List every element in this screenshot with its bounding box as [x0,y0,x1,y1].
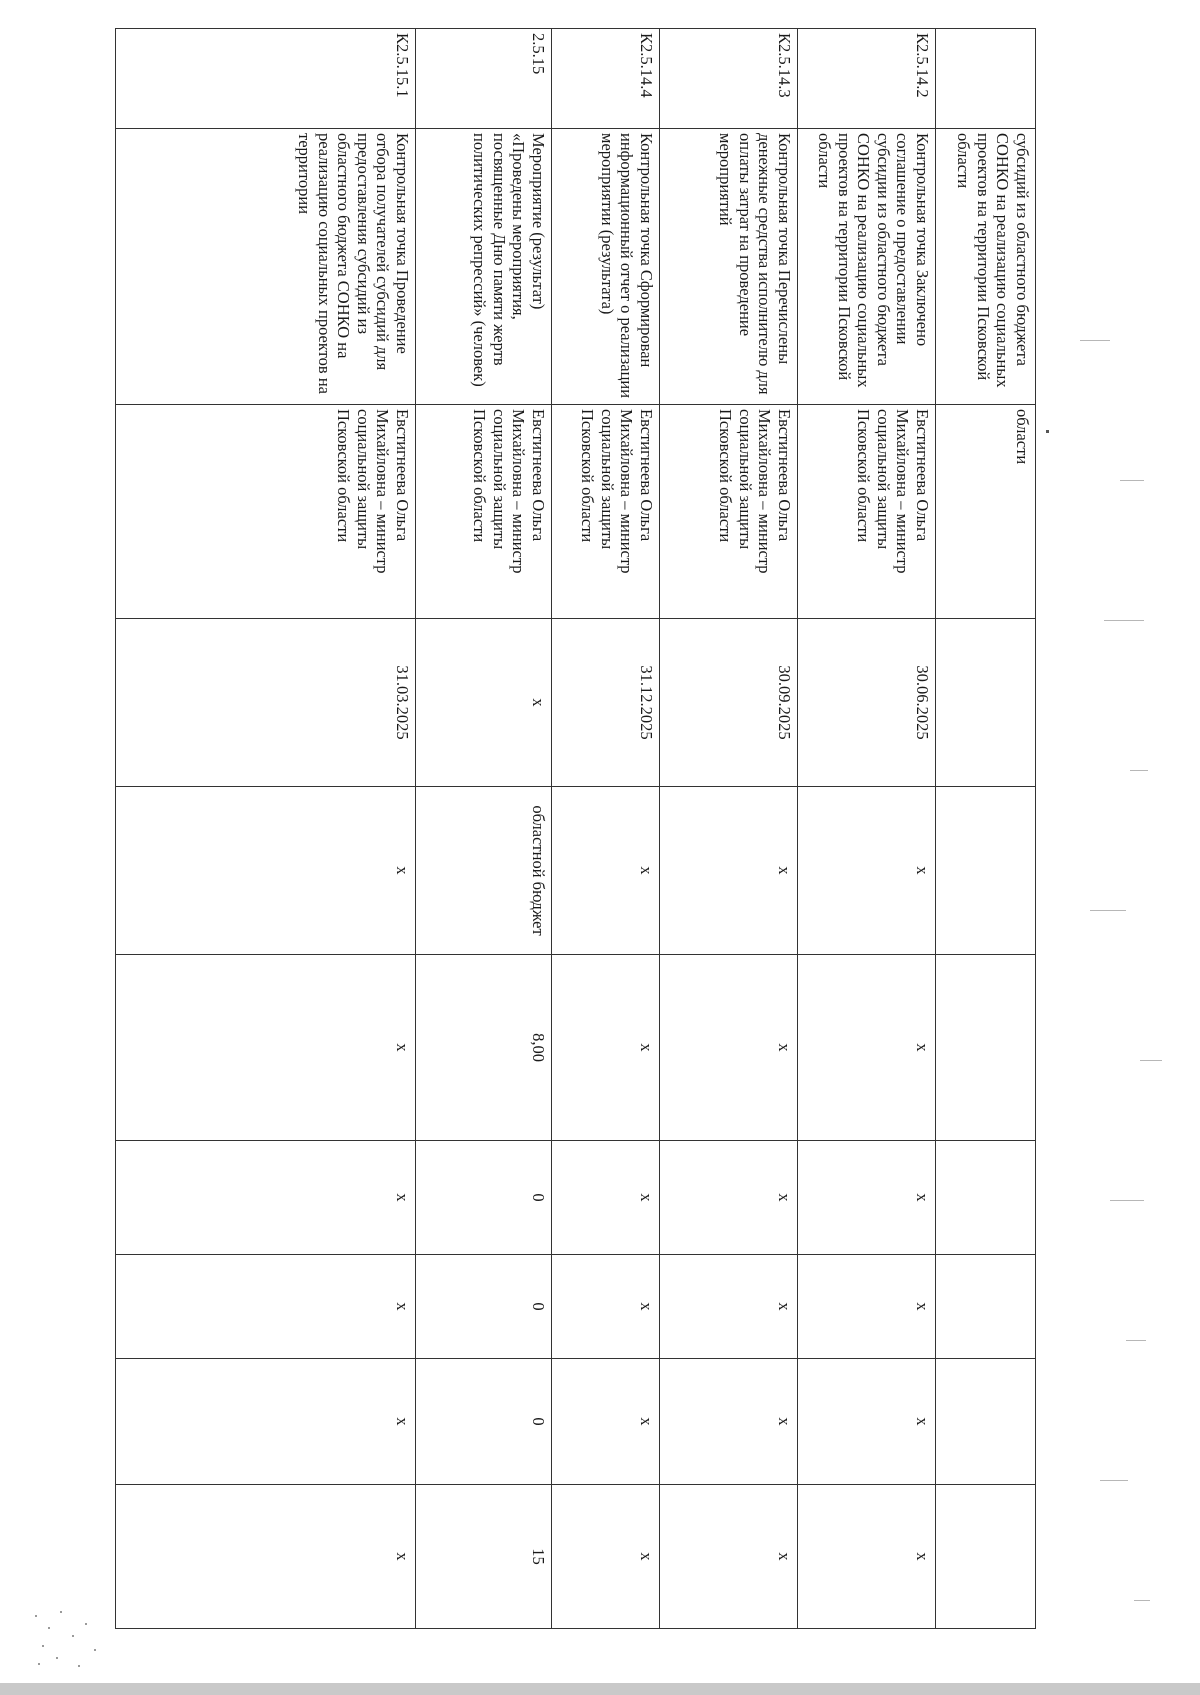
table-row [936,29,1036,1629]
row-source: областной бюджет [416,787,552,955]
row-value-2: 0 [416,1141,552,1255]
table-row [552,29,660,1629]
row-date [936,619,1036,787]
row-date: 31.03.2025 [116,619,416,787]
row-value-2 [936,1141,1036,1255]
scan-specks [30,1605,120,1675]
row-value-5 [936,1485,1036,1629]
table-row [660,29,798,1629]
row-value-5: x [660,1485,798,1629]
row-value-3: 0 [416,1255,552,1359]
row-source: x [798,787,936,955]
row-value-5: 15 [416,1485,552,1629]
row-value-1: x [798,955,936,1141]
row-value-2: x [660,1141,798,1255]
row-value-4: x [552,1359,660,1485]
row-value-5: x [116,1485,416,1629]
table-row [116,29,416,1629]
row-date: x [416,619,552,787]
table-row [798,29,936,1629]
row-responsible: Евстигнеева Ольга Михайловна – министр социальной защиты Псковской области [660,405,798,619]
row-source [936,787,1036,955]
row-value-3: x [660,1255,798,1359]
row-value-1 [936,955,1036,1141]
row-source: x [660,787,798,955]
row-value-5: x [798,1485,936,1629]
row-source: x [552,787,660,955]
row-responsible: Евстигнеева Ольга Михайловна – министр социальной защиты Псковской области [798,405,936,619]
row-value-4: x [116,1359,416,1485]
row-code: 2.5.15 [416,29,552,129]
row-value-1: x [116,955,416,1141]
row-name: Мероприятие (результат) «Проведены мероприятия, посвященные Дню памяти жертв политических репрессий» (человек) [416,129,552,405]
row-name: Контрольная точка Сформирован информационный отчет о реализации мероприятии (результата) [552,129,660,405]
row-code: К2.5.14.4 [552,29,660,129]
row-value-3: x [552,1255,660,1359]
row-code: К2.5.14.2 [798,29,936,129]
row-responsible: Евстигнеева Ольга Михайловна – министр социальной защиты Псковской области [552,405,660,619]
row-responsible: Евстигнеева Ольга Михайловна – министр социальной защиты Псковской области [116,405,416,619]
row-value-4: 0 [416,1359,552,1485]
row-value-4 [936,1359,1036,1485]
row-name: Контрольная точка Перечислены денежные средства исполнителю для оплаты затрат на проведение мероприятий [660,129,798,405]
row-value-1: x [660,955,798,1141]
row-responsible: области [936,405,1036,619]
row-value-1: x [552,955,660,1141]
row-value-5: x [552,1485,660,1629]
row-responsible: Евстигнеева Ольга Михайловна – министр социальной защиты Псковской области [416,405,552,619]
ink-dot [1046,430,1049,433]
row-source: x [116,787,416,955]
row-name: Контрольная точка Проведение отбора получателей субсидий для предоставления субсидий из областного бюджета СОНКО на реализацию социальных проектов на территории [116,129,416,405]
row-code: К2.5.14.3 [660,29,798,129]
rotated-document-page [116,28,1036,1628]
row-code [936,29,1036,129]
plan-table [115,28,1036,1629]
row-value-4: x [660,1359,798,1485]
table-row [416,29,552,1629]
row-name: субсидий из областного бюджета СОНКО на реализацию социальных проектов на территории Псковской области [936,129,1036,405]
row-value-3: x [116,1255,416,1359]
scanner-bed-edge [0,1683,1200,1695]
scan-artifact-edge [1060,300,1200,1680]
row-date: 31.12.2025 [552,619,660,787]
row-value-3: x [798,1255,936,1359]
row-value-4: x [798,1359,936,1485]
row-value-3 [936,1255,1036,1359]
row-date: 30.06.2025 [798,619,936,787]
row-value-2: x [798,1141,936,1255]
row-code: К2.5.15.1 [116,29,416,129]
row-value-2: x [116,1141,416,1255]
row-value-1: 8,00 [416,955,552,1141]
row-value-2: x [552,1141,660,1255]
row-name: Контрольная точка Заключено соглашение о предоставлении субсидии из областного бюджета СОНКО на реализацию социальных проектов на территории Псковской области [798,129,936,405]
row-date: 30.09.2025 [660,619,798,787]
